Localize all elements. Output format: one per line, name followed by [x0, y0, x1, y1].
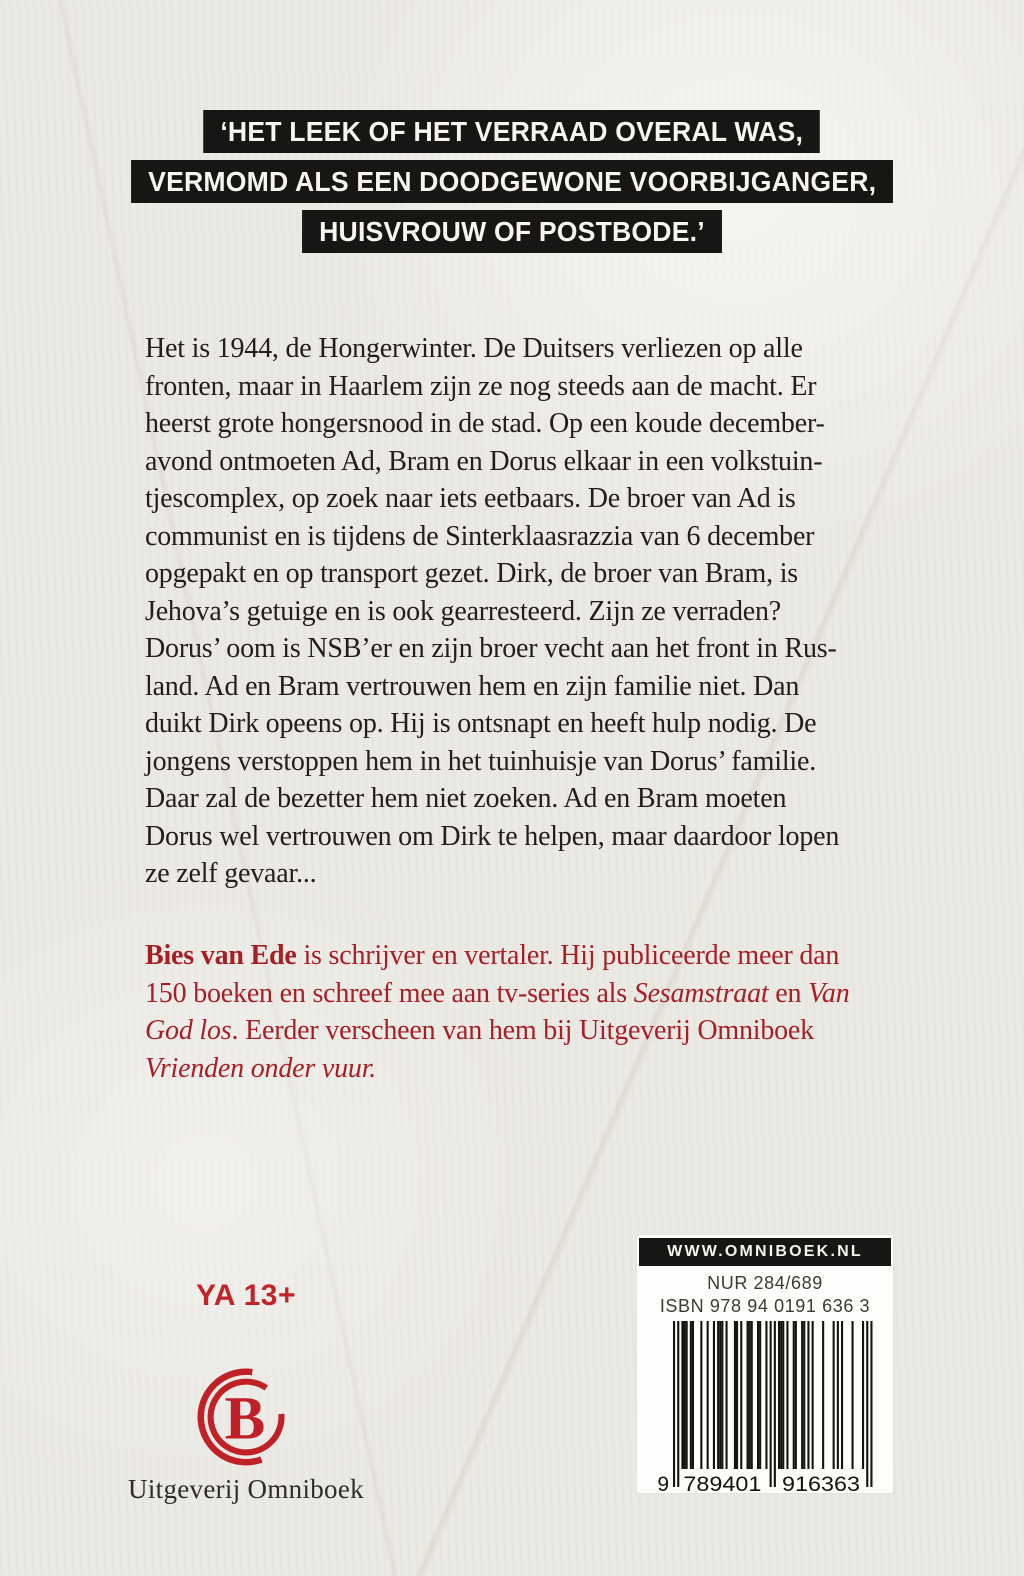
svg-text:789401: 789401	[683, 1473, 762, 1495]
synopsis-line: opgepakt en op transport gezet. Dirk, de broer van Bram, is	[145, 558, 798, 589]
tv-series-title: Van	[808, 977, 850, 1009]
bio-line	[145, 975, 915, 1013]
publisher-name: Uitgeverij Omniboek	[128, 1474, 364, 1504]
quote-line-2: VERMOMD ALS EEN DOODGEWONE VOORBIJGANGER,	[131, 160, 893, 203]
synopsis-line: heerst grote hongersnood in de stad. Op een koude december-	[145, 408, 825, 439]
author-name: Bies van Ede	[145, 940, 297, 971]
quote-line-3: HUISVROUW OF POSTBODE.’	[302, 210, 722, 253]
publisher-b-circle-icon	[182, 1356, 310, 1478]
synopsis-line: tjescomplex, op zoek naar iets eetbaars. De broer van Ad is	[145, 483, 796, 514]
bio-line	[145, 1012, 915, 1050]
synopsis-line: jongens verstoppen hem in het tuinhuisje van Dorus’ familie.	[145, 745, 817, 777]
synopsis-line: Dorus’ oom is NSB’er en zijn broer vecht aan het front in Rus-	[145, 633, 837, 664]
synopsis-line: duikt Dirk opeens op. Hij is ontsnapt en heeft hulp nodig. De	[145, 708, 817, 739]
synopsis-line: avond ontmoeten Ad, Bram en Dorus elkaar in een volkstuin-	[145, 445, 823, 477]
bio-text: 150 boeken en schreef mee aan tv-series als	[145, 977, 634, 1009]
synopsis-line: Dorus wel vertrouwen om Dirk te helpen, maar daardoor lopen	[145, 820, 840, 852]
synopsis-line: land. Ad en Bram vertrouwen hem en zijn familie niet. Dan	[145, 670, 800, 702]
publisher-website: WWW.OMNIBOEK.NL	[639, 1238, 891, 1266]
bio-text: en	[768, 977, 809, 1009]
author-bio	[145, 937, 915, 1087]
synopsis-line: fronten, maar in Haarlem zijn ze nog steeds aan de macht. Er	[145, 370, 817, 402]
book-title-previous: Vrienden onder vuur.	[145, 1052, 377, 1084]
bio-line	[145, 937, 915, 975]
synopsis-line: Het is 1944, de Hongerwinter. De Duitsers verliezen op alle	[145, 333, 803, 364]
isbn-number: ISBN 978 94 0191 636 3	[659, 1296, 871, 1316]
bio-text: is schrijver en vertaler. Hij publiceerde meer dan	[296, 940, 840, 971]
svg-text:916363: 916363	[782, 1473, 861, 1495]
age-rating-badge: YA 13+	[195, 1279, 297, 1312]
quote-banner	[0, 110, 1024, 253]
publisher-logo	[182, 1356, 310, 1478]
synopsis-line: ze zelf gevaar...	[145, 858, 317, 889]
logo-letter: B	[224, 1385, 266, 1453]
synopsis-text	[145, 330, 905, 893]
barcode-panel	[637, 1235, 893, 1493]
quote-line-1: ‘HET LEEK OF HET VERRAAD OVERAL WAS,	[204, 110, 821, 153]
nur-code: NUR 284/689	[707, 1273, 823, 1293]
synopsis-line: Jehova’s getuige en is ook gearresteerd. Zijn ze verraden?	[145, 595, 782, 627]
svg-text:9: 9	[657, 1473, 669, 1495]
bio-text: . Eerder verscheen van hem bij Uitgeverij Omniboek	[231, 1015, 814, 1046]
tv-series-title: Sesamstraat	[633, 977, 769, 1009]
tv-series-title: God los	[145, 1015, 232, 1046]
synopsis-line: Daar zal de bezetter hem niet zoeken. Ad en Bram moeten	[145, 783, 787, 814]
synopsis-line: communist en is tijdens de Sinterklaasrazzia van 6 december	[145, 520, 815, 552]
barcode-icon	[653, 1321, 877, 1495]
bio-line	[145, 1050, 915, 1088]
ean-barcode	[653, 1321, 877, 1500]
